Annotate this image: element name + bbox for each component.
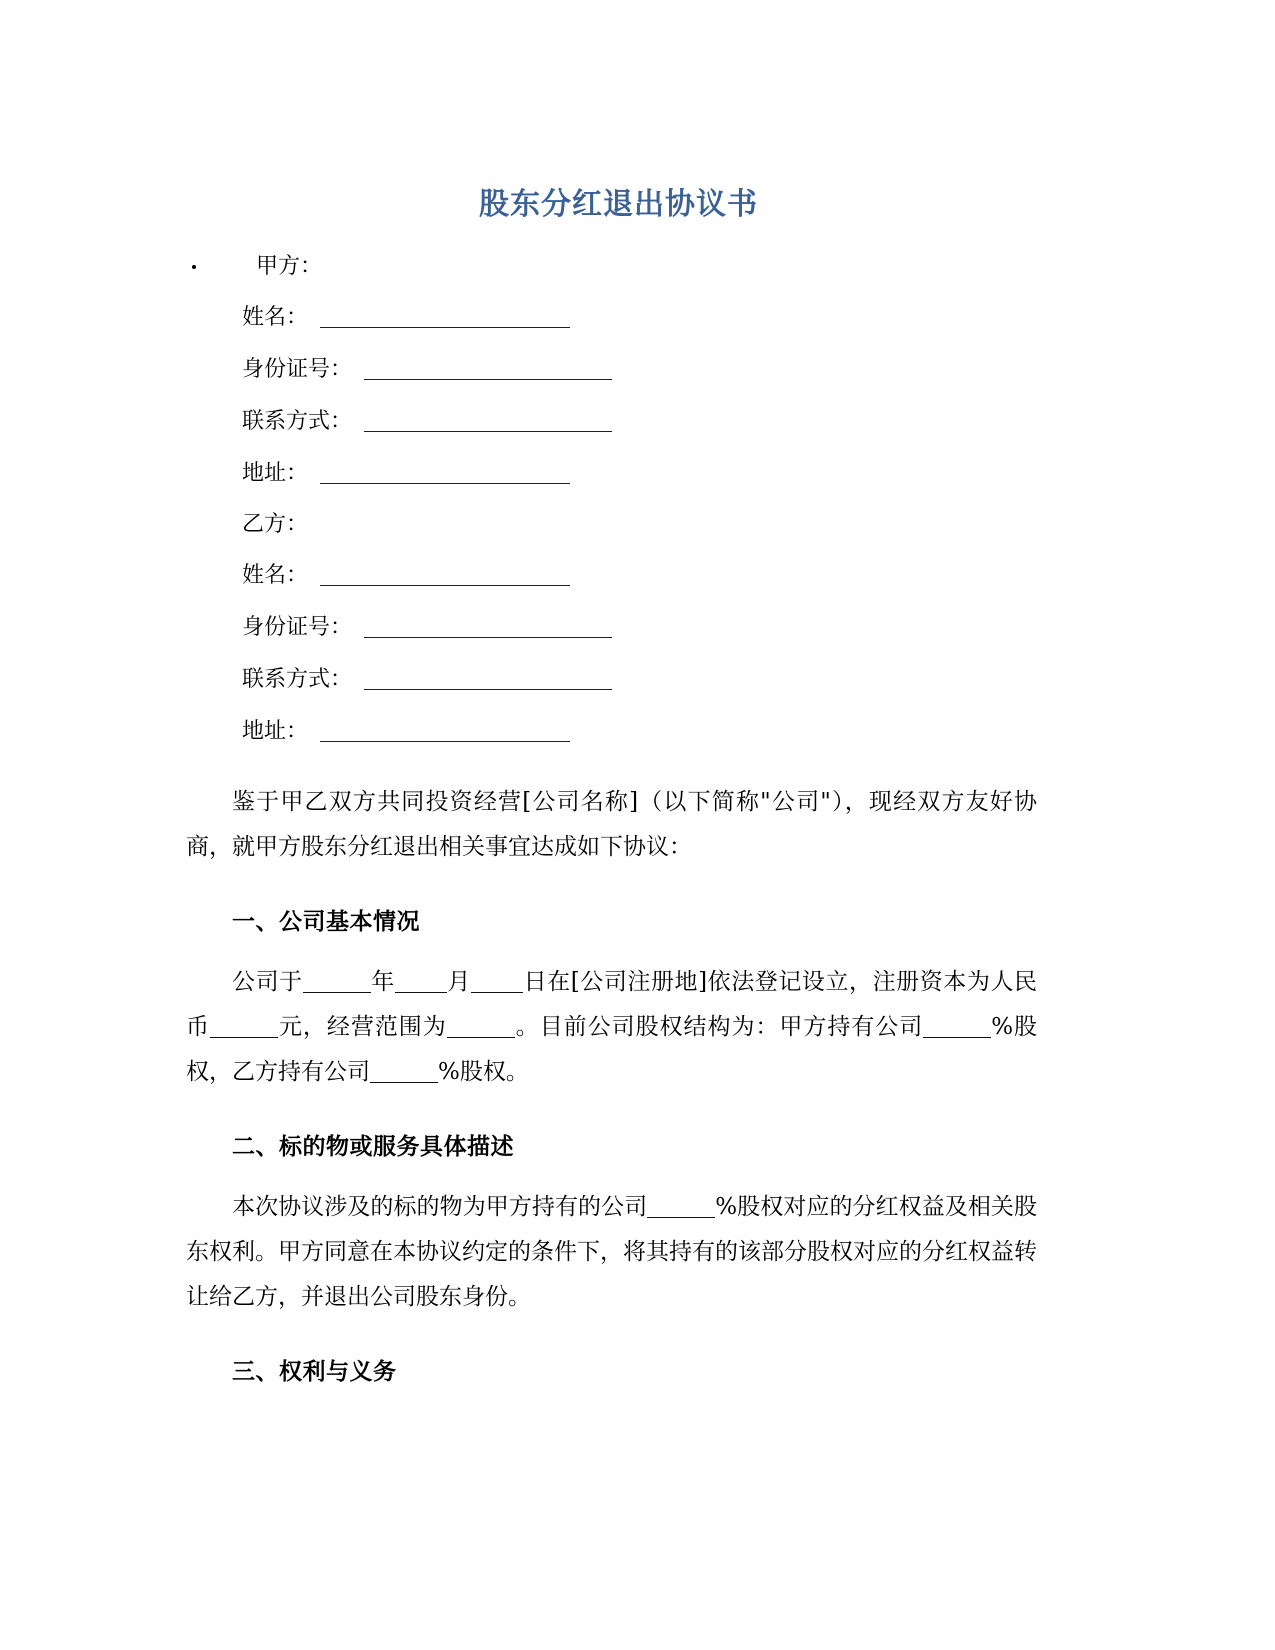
inline-blank[interactable] <box>303 970 371 993</box>
inline-blank[interactable] <box>471 970 523 993</box>
party-a-id-input[interactable] <box>364 353 612 380</box>
section-body-1: 公司于 年 月 日在[公司注册地]依法登记设立，注册资本为人民币 元，经营范围为 。目前公司股权结构为：甲方持有公司 %股权，乙方持有公司 %股权。 <box>186 968 1038 1085</box>
party-a-address-row <box>186 448 1037 500</box>
party-a-address-input[interactable] <box>320 457 570 484</box>
party-b-id-input[interactable] <box>364 611 612 638</box>
section-heading-2: 二、标的物或服务具体描述 <box>232 1133 514 1160</box>
party-b-contact-row <box>186 654 1037 706</box>
section-heading-1: 一、公司基本情况 <box>232 908 420 935</box>
party-a-name-label: 姓名： <box>242 304 309 330</box>
party-b-address-input[interactable] <box>320 715 570 742</box>
preamble-paragraph: 鉴于甲乙双方共同投资经营[公司名称]（以下简称"公司"），现经双方友好协商，就甲方股东分红退出相关事宜达成如下协议： <box>186 788 1037 860</box>
party-b-id-label: 身份证号： <box>242 614 353 640</box>
section-heading-3: 三、权利与义务 <box>232 1358 397 1385</box>
inline-blank[interactable] <box>210 1015 278 1038</box>
party-b-name-label: 姓名： <box>242 562 309 588</box>
party-a-name-input[interactable] <box>320 301 570 328</box>
party-b-label: 乙方： <box>242 511 309 537</box>
party-b-name-row <box>186 550 1037 602</box>
party-a-heading <box>186 242 1037 292</box>
page-title: 股东分红退出协议书 <box>479 187 758 222</box>
party-a-contact-label: 联系方式： <box>242 408 353 434</box>
party-a-label: 甲方： <box>256 253 323 279</box>
party-a-id-row <box>186 344 1037 396</box>
party-a-id-label: 身份证号： <box>242 356 353 382</box>
section-body-2: 本次协议涉及的标的物为甲方持有的公司 %股权对应的分红权益及相关股东权利。甲方同意在本协议约定的条件下，将其持有的该部分股权对应的分红权益转让给乙方，并退出公司股东身份。 <box>186 1193 1038 1310</box>
party-a-contact-row <box>186 396 1037 448</box>
inline-blank[interactable] <box>395 970 447 993</box>
party-a-contact-input[interactable] <box>364 405 612 432</box>
party-b-heading <box>186 500 1037 550</box>
inline-blank[interactable] <box>370 1060 438 1083</box>
party-a-name-row <box>186 292 1037 344</box>
inline-blank[interactable] <box>923 1015 991 1038</box>
party-b-address-row <box>186 706 1037 758</box>
party-b-address-label: 地址： <box>242 718 309 744</box>
party-a-address-label: 地址： <box>242 460 309 486</box>
inline-blank[interactable] <box>447 1015 515 1038</box>
party-b-contact-input[interactable] <box>364 663 612 690</box>
inline-blank[interactable] <box>647 1195 715 1218</box>
party-b-id-row <box>186 602 1037 654</box>
bullet-icon <box>192 265 196 269</box>
party-b-name-input[interactable] <box>320 559 570 586</box>
party-b-contact-label: 联系方式： <box>242 666 353 692</box>
